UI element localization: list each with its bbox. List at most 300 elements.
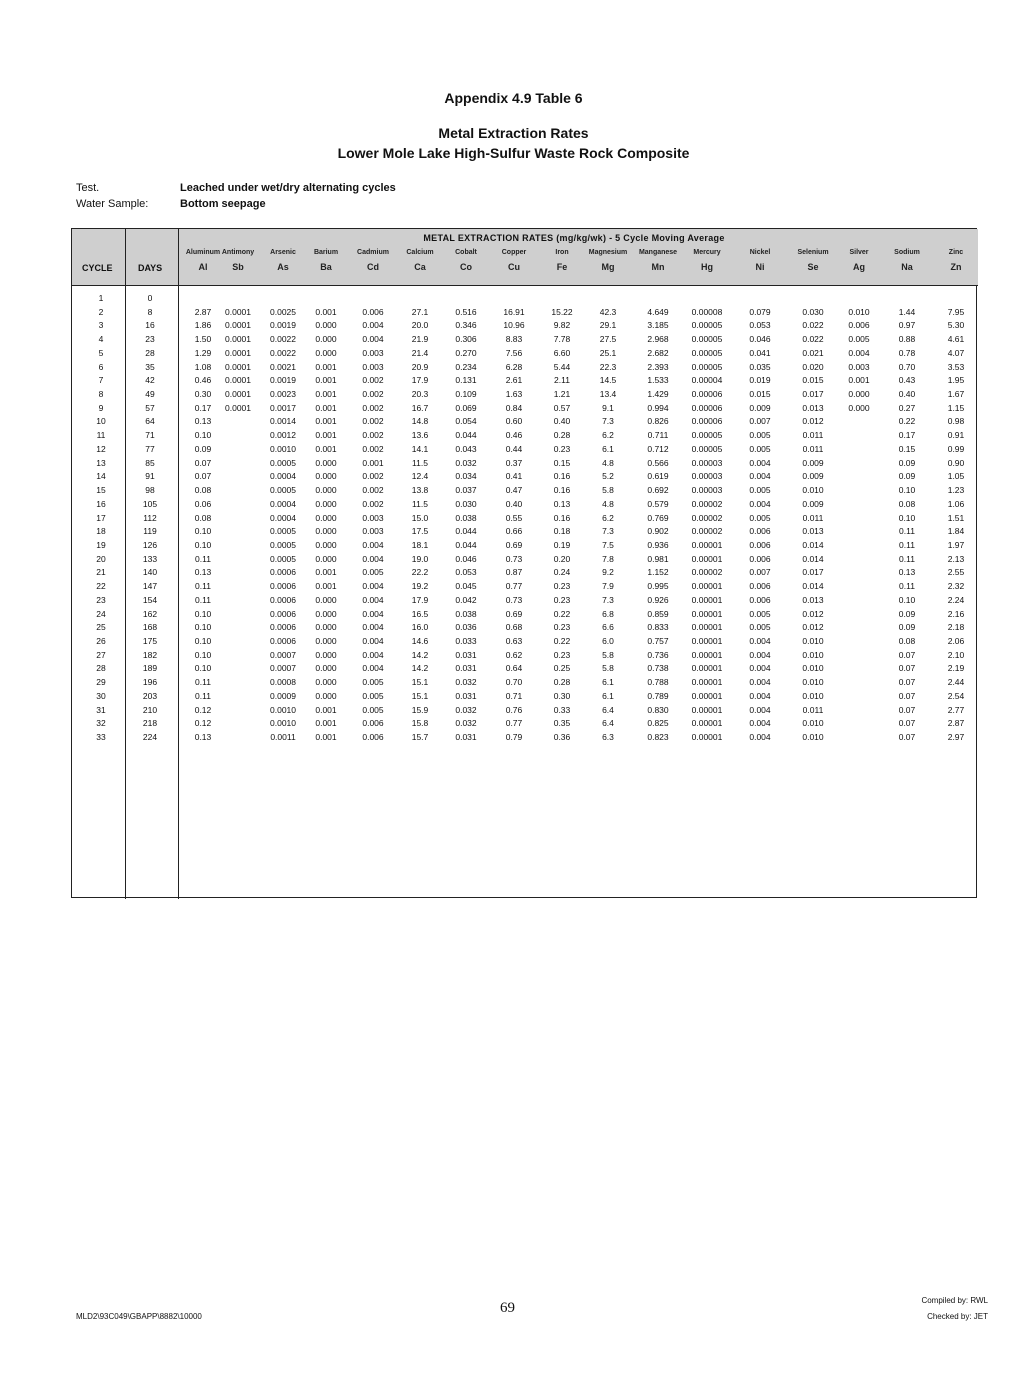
metal-symbol-header: Ag	[853, 262, 865, 272]
value-cell: 0.00005	[691, 361, 723, 372]
value-cell: 0.00004	[691, 375, 723, 386]
value-cell: 0.0010	[270, 443, 296, 454]
days-cell: 168	[142, 622, 158, 633]
value-cell: 0.001	[315, 402, 337, 413]
value-cell: 5.2	[602, 471, 614, 482]
days-cell: 77	[145, 443, 155, 454]
value-cell: 17.9	[411, 375, 429, 386]
value-cell: 0.0019	[270, 375, 296, 386]
value-cell: 14.2	[411, 663, 429, 674]
value-cell: 0.0005	[270, 457, 296, 468]
value-cell: 7.56	[505, 347, 523, 358]
value-cell: 0.69	[505, 539, 523, 550]
value-cell: 0.0001	[225, 334, 251, 345]
value-cell: 0.003	[362, 347, 384, 358]
value-cell: 0.002	[362, 485, 384, 496]
value-cell: 0.001	[315, 389, 337, 400]
value-cell: 0.0001	[225, 389, 251, 400]
value-cell: 15.9	[411, 704, 429, 715]
checked-by: Checked by: JET	[927, 1312, 988, 1321]
cycle-cell: 16	[96, 498, 106, 509]
page-number: 69	[500, 1300, 515, 1316]
value-cell: 0.736	[647, 649, 669, 660]
data-table	[71, 228, 977, 898]
value-cell: 0.0001	[225, 361, 251, 372]
value-cell: 0.73	[505, 553, 523, 564]
value-cell: 0.015	[749, 389, 771, 400]
table-row	[72, 499, 978, 513]
table-row	[72, 307, 978, 321]
value-cell: 0.013	[802, 526, 824, 537]
value-cell: 0.000	[315, 320, 337, 331]
table-description: Lower Mole Lake High-Sulfur Waste Rock Composite	[337, 145, 690, 161]
cycle-cell: 12	[96, 443, 106, 454]
value-cell: 0.00001	[691, 539, 723, 550]
days-cell: 133	[142, 553, 158, 564]
value-cell: 0.00003	[691, 471, 723, 482]
value-cell: 0.004	[749, 471, 771, 482]
value-cell: 0.004	[848, 347, 870, 358]
value-cell: 0.000	[315, 649, 337, 660]
cycle-cell: 8	[98, 389, 104, 400]
value-cell: 0.36	[553, 732, 571, 743]
value-cell: 0.91	[947, 430, 965, 441]
metal-name-header: Copper	[501, 249, 527, 256]
value-cell: 2.87	[194, 306, 212, 317]
value-cell: 0.000	[315, 539, 337, 550]
value-cell: 0.0007	[270, 649, 296, 660]
value-cell: 0.10	[194, 430, 212, 441]
value-cell: 0.000	[315, 485, 337, 496]
value-cell: 2.16	[947, 608, 965, 619]
value-cell: 9.1	[602, 402, 614, 413]
value-cell: 6.2	[602, 430, 614, 441]
value-cell: 0.70	[505, 677, 523, 688]
cycle-cell: 15	[96, 485, 106, 496]
value-cell: 0.00001	[691, 553, 723, 564]
value-cell: 0.020	[802, 361, 824, 372]
value-cell: 0.006	[749, 594, 771, 605]
days-cell: 98	[145, 485, 155, 496]
value-cell: 0.99	[947, 443, 965, 454]
value-cell: 0.011	[802, 704, 824, 715]
value-cell: 4.649	[647, 306, 669, 317]
value-cell: 0.053	[749, 320, 771, 331]
value-cell: 0.0022	[270, 347, 296, 358]
value-cell: 6.6	[602, 622, 614, 633]
value-cell: 14.8	[411, 416, 429, 427]
cycle-cell: 20	[96, 553, 106, 564]
value-cell: 0.014	[802, 581, 824, 592]
value-cell: 0.038	[455, 608, 477, 619]
value-cell: 0.00001	[691, 636, 723, 646]
value-cell: 0.77	[505, 581, 523, 592]
value-cell: 5.8	[602, 649, 614, 660]
table-row	[72, 554, 978, 568]
value-cell: 0.002	[362, 402, 384, 413]
value-cell: 0.28	[553, 677, 571, 688]
value-cell: 0.13	[194, 567, 212, 578]
value-cell: 2.11	[554, 375, 570, 386]
value-cell: 0.306	[455, 334, 477, 345]
table-row	[72, 650, 978, 664]
cycle-cell: 11	[96, 430, 106, 441]
value-cell: 0.22	[553, 608, 571, 619]
value-cell: 0.000	[315, 334, 337, 345]
value-cell: 2.55	[947, 567, 965, 578]
cycle-cell: 1	[98, 293, 104, 303]
cycle-cell: 28	[96, 663, 106, 674]
value-cell: 0.09	[898, 608, 916, 619]
cycle-cell: 14	[96, 471, 106, 482]
value-cell: 2.77	[947, 704, 965, 715]
value-cell: 0.11	[195, 594, 211, 605]
value-cell: 0.00001	[691, 732, 723, 743]
value-cell: 0.13	[898, 567, 916, 578]
value-cell: 0.63	[505, 636, 523, 646]
value-cell: 0.08	[194, 512, 212, 523]
table-row	[72, 567, 978, 581]
test-label: Test.	[76, 182, 100, 194]
value-cell: 0.000	[315, 663, 337, 674]
value-cell: 0.004	[362, 622, 384, 633]
value-cell: 0.0006	[270, 622, 296, 633]
value-cell: 19.0	[411, 553, 429, 564]
table-row	[72, 513, 978, 527]
value-cell: 1.08	[194, 361, 212, 372]
metal-name-header: Arsenic	[270, 249, 296, 256]
value-cell: 0.0006	[270, 581, 296, 592]
value-cell: 0.71	[505, 690, 523, 701]
value-cell: 6.3	[602, 732, 614, 743]
value-cell: 0.0021	[270, 361, 296, 372]
table-row	[72, 389, 978, 403]
value-cell: 0.000	[315, 677, 337, 688]
value-cell: 0.011	[802, 443, 824, 454]
value-cell: 2.13	[947, 553, 965, 564]
value-cell: 13.8	[411, 485, 429, 496]
metal-symbol-header: Ni	[755, 262, 765, 272]
value-cell: 0.006	[749, 539, 771, 550]
value-cell: 0.0005	[270, 526, 296, 537]
value-cell: 0.08	[194, 485, 212, 496]
value-cell: 0.054	[455, 416, 477, 427]
value-cell: 0.032	[455, 704, 477, 715]
value-cell: 0.70	[898, 361, 916, 372]
value-cell: 19.2	[411, 581, 429, 592]
value-cell: 0.001	[315, 416, 337, 427]
value-cell: 0.346	[455, 320, 477, 331]
value-cell: 0.004	[749, 649, 771, 660]
cycle-cell: 22	[96, 581, 106, 592]
value-cell: 0.826	[647, 416, 669, 427]
table-row	[72, 416, 978, 430]
value-cell: 0.001	[315, 375, 337, 386]
metal-symbol-header: Ca	[414, 262, 426, 272]
value-cell: 0.11	[195, 553, 211, 564]
value-cell: 0.0006	[270, 594, 296, 605]
value-cell: 0.20	[553, 553, 571, 564]
value-cell: 0.33	[553, 704, 571, 715]
value-cell: 0.25	[553, 663, 571, 674]
value-cell: 0.10	[194, 608, 212, 619]
days-cell: 218	[142, 718, 158, 729]
value-cell: 0.833	[647, 622, 669, 633]
days-cell: 119	[143, 526, 157, 537]
value-cell: 0.002	[362, 375, 384, 386]
value-cell: 0.044	[455, 539, 477, 550]
value-cell: 0.001	[315, 567, 337, 578]
value-cell: 0.006	[362, 732, 384, 743]
value-cell: 0.926	[647, 594, 669, 605]
metal-symbol-header: Al	[198, 262, 208, 272]
value-cell: 2.393	[647, 361, 669, 372]
value-cell: 17.9	[411, 594, 429, 605]
metal-name-header: Selenium	[797, 249, 829, 256]
value-cell: 7.8	[602, 553, 614, 564]
file-path: MLD2\93C049\GBAPP\8882\10000	[76, 1312, 202, 1321]
value-cell: 2.54	[947, 690, 965, 701]
value-cell: 2.87	[947, 718, 965, 729]
value-cell: 1.23	[947, 485, 965, 496]
table-row	[72, 581, 978, 595]
value-cell: 0.87	[505, 567, 523, 578]
value-cell: 0.019	[749, 375, 771, 386]
cycle-cell: 5	[98, 347, 104, 358]
value-cell: 0.0006	[270, 567, 296, 578]
cycle-cell: 19	[96, 539, 106, 550]
table-row	[72, 677, 978, 691]
value-cell: 4.07	[947, 347, 965, 358]
days-cell: 49	[145, 389, 155, 400]
days-cell: 16	[145, 320, 155, 331]
value-cell: 0.0004	[270, 471, 296, 482]
value-cell: 0.12	[194, 704, 212, 715]
days-cell: 64	[145, 416, 155, 427]
metal-name-header: Calcium	[406, 249, 434, 256]
value-cell: 0.0023	[270, 389, 296, 400]
metal-name-header: Mercury	[693, 249, 721, 256]
value-cell: 5.8	[602, 485, 614, 496]
value-cell: 0.030	[455, 498, 477, 509]
value-cell: 0.0014	[270, 416, 296, 427]
value-cell: 0.23	[553, 622, 571, 633]
table-row	[72, 609, 978, 623]
value-cell: 1.429	[647, 389, 669, 400]
metal-name-header: Cadmium	[357, 249, 389, 256]
value-cell: 0.004	[749, 498, 771, 509]
metal-symbol-header: Mn	[651, 262, 665, 272]
value-cell: 0.0019	[270, 320, 296, 331]
value-cell: 0.006	[749, 553, 771, 564]
metal-symbol-header: Cu	[508, 262, 520, 272]
days-cell: 126	[142, 539, 158, 550]
metal-name-header: Iron	[555, 249, 569, 256]
value-cell: 1.95	[947, 375, 965, 386]
days-cell: 91	[145, 471, 155, 482]
value-cell: 0.10	[194, 636, 212, 646]
table-row	[72, 375, 978, 389]
value-cell: 0.10	[194, 663, 212, 674]
value-cell: 0.005	[749, 622, 771, 633]
table-row	[72, 362, 978, 376]
value-cell: 7.3	[602, 594, 614, 605]
value-cell: 15.1	[411, 677, 429, 688]
value-cell: 0.619	[647, 471, 669, 482]
days-cell: 42	[145, 375, 155, 386]
value-cell: 0.10	[898, 512, 916, 523]
value-cell: 0.005	[362, 690, 384, 701]
value-cell: 7.3	[602, 526, 614, 537]
value-cell: 1.97	[947, 539, 965, 550]
value-cell: 0.16	[553, 471, 571, 482]
days-cell: 196	[142, 677, 158, 688]
value-cell: 0.0008	[270, 677, 296, 688]
value-cell: 1.15	[947, 402, 965, 413]
value-cell: 0.00001	[691, 581, 723, 592]
value-cell: 13.6	[411, 430, 429, 441]
value-cell: 0.014	[802, 539, 824, 550]
days-cell: 35	[145, 361, 155, 372]
table-row	[72, 540, 978, 554]
value-cell: 0.001	[315, 443, 337, 454]
table-row	[72, 403, 978, 417]
value-cell: 14.6	[411, 636, 429, 646]
value-cell: 0.00005	[691, 430, 723, 441]
cycle-cell: 3	[98, 320, 104, 331]
value-cell: 0.002	[362, 471, 384, 482]
table-row	[72, 444, 978, 458]
value-cell: 0.0011	[270, 732, 296, 743]
value-cell: 0.788	[647, 677, 669, 688]
value-cell: 0.90	[947, 457, 965, 468]
metal-symbol-header: As	[277, 262, 289, 272]
cycle-cell: 27	[96, 649, 106, 660]
value-cell: 0.00006	[691, 389, 723, 400]
value-cell: 21.9	[411, 334, 429, 345]
metal-symbol-header: Na	[901, 262, 913, 272]
value-cell: 0.013	[802, 402, 824, 413]
value-cell: 2.19	[947, 663, 965, 674]
metal-symbol-header: Cd	[367, 262, 379, 272]
value-cell: 0.004	[362, 334, 384, 345]
value-cell: 2.61	[505, 375, 523, 386]
value-cell: 0.022	[802, 320, 824, 331]
value-cell: 0.16	[553, 485, 571, 496]
table-row	[72, 636, 978, 650]
metal-symbol-header: Mg	[601, 262, 615, 272]
days-cell: 162	[142, 608, 158, 619]
value-cell: 0.43	[898, 375, 916, 386]
value-cell: 27.1	[411, 306, 429, 317]
value-cell: 1.44	[898, 306, 916, 317]
value-cell: 0.046	[749, 334, 771, 345]
value-cell: 2.968	[647, 334, 669, 345]
value-cell: 0.11	[899, 581, 915, 592]
value-cell: 0.88	[898, 334, 916, 345]
value-cell: 0.010	[848, 306, 870, 317]
value-cell: 27.5	[599, 334, 617, 345]
value-cell: 0.13	[553, 498, 571, 509]
value-cell: 0.005	[749, 443, 771, 454]
value-cell: 4.61	[947, 334, 965, 345]
value-cell: 0.23	[553, 649, 571, 660]
value-cell: 0.46	[194, 375, 212, 386]
value-cell: 0.010	[802, 690, 824, 701]
water-sample-value: Bottom seepage	[180, 198, 266, 210]
value-cell: 0.032	[455, 677, 477, 688]
value-cell: 0.0004	[270, 498, 296, 509]
value-cell: 0.0001	[225, 375, 251, 386]
days-cell: 8	[147, 306, 153, 317]
value-cell: 8.83	[505, 334, 523, 345]
value-cell: 0.001	[315, 361, 337, 372]
value-cell: 1.533	[647, 375, 669, 386]
value-cell: 0.017	[802, 567, 824, 578]
value-cell: 0.00002	[691, 526, 723, 537]
value-cell: 0.10	[194, 649, 212, 660]
value-cell: 5.44	[553, 361, 571, 372]
value-cell: 0.005	[848, 334, 870, 345]
value-cell: 1.51	[947, 512, 965, 523]
value-cell: 0.22	[898, 416, 916, 427]
days-cell: 182	[142, 649, 158, 660]
value-cell: 0.10	[194, 622, 212, 633]
value-cell: 13.4	[599, 389, 617, 400]
value-cell: 0.11	[899, 526, 915, 537]
value-cell: 0.046	[455, 553, 477, 564]
table-row	[72, 485, 978, 499]
value-cell: 0.005	[362, 567, 384, 578]
value-cell: 22.3	[599, 361, 617, 372]
value-cell: 0.00006	[691, 402, 723, 413]
value-cell: 0.006	[749, 526, 771, 537]
value-cell: 0.000	[315, 457, 337, 468]
value-cell: 2.06	[947, 636, 965, 646]
value-cell: 0.0005	[270, 553, 296, 564]
metal-symbol-header: Hg	[701, 262, 713, 272]
days-cell: 175	[142, 636, 158, 646]
table-row	[72, 705, 978, 719]
value-cell: 0.000	[315, 636, 337, 646]
value-cell: 1.67	[947, 389, 965, 400]
value-cell: 0.017	[802, 389, 824, 400]
table-row	[72, 471, 978, 485]
value-cell: 0.002	[362, 416, 384, 427]
value-cell: 0.40	[553, 416, 571, 427]
value-cell: 0.936	[647, 539, 669, 550]
value-cell: 0.037	[455, 485, 477, 496]
value-cell: 29.1	[599, 320, 617, 331]
value-cell: 0.00001	[691, 677, 723, 688]
value-cell: 0.994	[647, 402, 669, 413]
metal-name-header: Cobalt	[455, 249, 477, 256]
value-cell: 16.5	[411, 608, 429, 619]
value-cell: 7.9	[602, 581, 614, 592]
value-cell: 0.30	[553, 690, 571, 701]
value-cell: 0.35	[553, 718, 571, 729]
value-cell: 0.79	[505, 732, 523, 743]
value-cell: 5.30	[947, 320, 965, 331]
value-cell: 0.000	[315, 526, 337, 537]
value-cell: 0.001	[315, 732, 337, 743]
days-cell: 85	[145, 457, 155, 468]
days-cell: 147	[142, 581, 158, 592]
metal-name-header: Antimony	[221, 249, 255, 256]
value-cell: 0.00002	[691, 512, 723, 523]
value-cell: 0.825	[647, 718, 669, 729]
value-cell: 0.789	[647, 690, 669, 701]
